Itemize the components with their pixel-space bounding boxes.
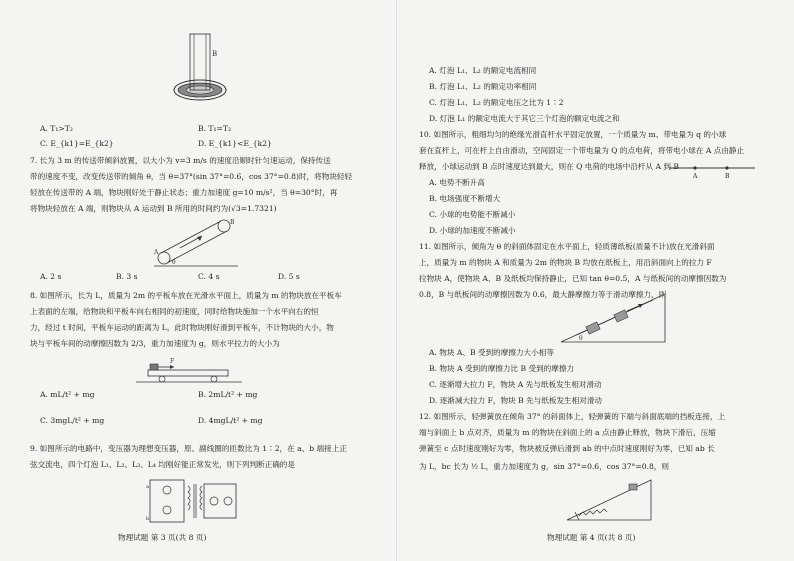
q7-line-2: 带的速度不变，改变传送带的倾角 θ，当 θ=37°(sin 37°=0.6，cos 37°=0.8)时，将物块轻轻 <box>30 172 353 181</box>
rod-figure <box>667 158 757 180</box>
q10-option-b: B. 电场强度不断增大 <box>429 194 501 203</box>
q10-line-3: 释放，小球运动到 B 点时速度达到最大，则在 Q 电荷的电场中沿杆从 A 到 B <box>419 162 679 171</box>
q9-line-1: 9. 如图所示的电路中，变压器为理想变压器，原、副线圈的匝数比为 1∶2，在 a、b 端接上正 <box>30 444 347 453</box>
q9-option-c: C. 灯泡 L₁、L₂ 的额定电压之比为 1∶2 <box>429 98 564 107</box>
q12-line-2: 端与斜面上 b 点对齐，质量为 m 的物块在斜面上的 a 点由静止释放，物块下滑后，压缩 <box>419 428 716 437</box>
q10-line-2: 套在直杆上，可在杆上自由滑动，空间固定一个带电量为 Q 的点电荷，将带电小球在 A 点由静止 <box>419 146 745 155</box>
q7-line-3: 轻放在传送带的 A 端，物块刚好处于静止状态；重力加速度 g=10 m/s²，当 θ=30°时，再 <box>30 188 338 197</box>
svg-text:F: F <box>170 358 175 365</box>
transformer-circuit-figure <box>144 474 244 528</box>
spring-incline-figure <box>563 474 655 524</box>
q11-option-c: C. 逐渐增大拉力 F，物块 A 先与纸板发生相对滑动 <box>429 380 602 389</box>
q9-option-d: D. 灯泡 L₁ 的额定电流大于其它三个灯泡的额定电流之和 <box>429 114 620 123</box>
right-page <box>397 0 794 561</box>
left-page-footer: 物理试题 第 3 页(共 8 页) <box>118 533 207 542</box>
q11-line-2: 上，质量为 m 的物块 A 和质量为 2m 的物块 B 均放在纸板上，用沿斜面向上的拉力 F <box>419 258 712 267</box>
q10-option-d: D. 小球的加速度不断减小 <box>429 226 516 235</box>
q10-label-a: A <box>693 173 698 180</box>
right-page-footer: 物理试题 第 4 页(共 8 页) <box>547 533 636 542</box>
q8-line-3: 力，经过 t 时间，平板车运动的距离为 L，此时物块刚好滑到平板车，不计物块的大小，物 <box>30 323 334 332</box>
q7-option-d: D. 5 s <box>278 272 300 281</box>
q8-option-c: C. 3mgL/t² + mg <box>40 416 105 425</box>
q8-option-d: D. 4mgL/t² + mg <box>198 416 263 425</box>
q8-line-1: 8. 如图所示，长为 L，质量为 2m 的平板车放在光滑水平面上，质量为 m 的物块放在平板车 <box>30 291 342 300</box>
svg-text:b: b <box>146 516 150 522</box>
svg-text:θ: θ <box>579 335 583 342</box>
q11-line-1: 11. 如图所示，倾角为 θ 的斜面体固定在水平面上，轻质薄纸板(质量不计)放在光滑斜面 <box>419 242 715 251</box>
q9-line-2: 弦交流电，四个灯泡 L₁、L₂、L₃、L₄ 均刚好能正常发光，则下列判断正确的是 <box>30 460 295 469</box>
q11-option-d: D. 逐渐减大拉力 F，物块 B 先与纸板发生相对滑动 <box>429 396 603 405</box>
q12-line-4: 为 L，bc 长为 ½ L，重力加速度为 g，sin 37°=0.6，cos 37°=0.8，则 <box>419 462 669 471</box>
svg-text:A: A <box>154 249 159 256</box>
svg-text:B: B <box>230 219 235 226</box>
q10-line-1: 10. 如图所示，粗细均匀的绝缘光滑直杆水平固定放置，一个质量为 m、带电量为 q 的小球 <box>419 130 727 139</box>
q7-option-a: A. 2 s <box>40 272 62 281</box>
q11-option-b: B. 物块 A 受到的摩擦力比 B 受到的摩擦力 <box>429 364 575 373</box>
q10-label-b: B <box>725 173 730 180</box>
q9-option-a: A. 灯泡 L₁、L₂ 的额定电流相同 <box>429 66 537 75</box>
top-option-d: D. E_{k1}<E_{k2} <box>198 139 272 148</box>
svg-text:θ: θ <box>172 259 176 266</box>
svg-text:a: a <box>146 484 149 490</box>
top-option-c: C. E_{k1}=E_{k2} <box>40 139 114 148</box>
q12-line-1: 12. 如图所示，轻弹簧放在倾角 37° 的斜面体上，轻弹簧的下端与斜面底端的挡板连接，上 <box>419 412 726 421</box>
q7-option-c: C. 4 s <box>198 272 220 281</box>
top-option-b: B. T₁=T₂ <box>198 124 231 133</box>
q8-option-b: B. 2mL/t² + mg <box>198 390 258 399</box>
q9-option-b: B. 灯泡 L₁、L₂ 的额定功率相同 <box>429 82 537 91</box>
q8-option-a: A. mL/t² + mg <box>40 390 95 399</box>
coil-figure <box>168 28 232 108</box>
q12-line-3: 弹簧至 c 点时速度刚好为零，物块被反弹后滑到 ab 的中点时速度刚好为零，已知 ab 长 <box>419 444 715 453</box>
q7-line-4: 将物块轻放在 A 端，则物块从 A 运动到 B 所用的时间约为(√3=1.7321) <box>30 204 277 213</box>
q11-line-4: 0.8，B 与纸板间的动摩擦因数为 0.6，最大静摩擦力等于滑动摩擦力，则 <box>419 290 667 299</box>
q10-option-a: A. 电势不断升高 <box>429 178 485 187</box>
cart-figure <box>134 356 244 386</box>
q8-line-2: 上表面的左端，给物块和平板车向右相同的初速度，同时给物块施加一个水平向右的恒 <box>30 307 319 316</box>
q7-line-1: 7. 长为 3 m 的传送带倾斜放置，以大小为 v=3 m/s 的速度沿顺时针匀速运动，保持传送 <box>30 156 331 165</box>
top-option-a: A. T₁>T₂ <box>40 124 73 133</box>
q7-option-b: B. 3 s <box>116 272 138 281</box>
incline-figure <box>557 290 669 346</box>
q10-option-c: C. 小球的电势能不断减小 <box>429 210 516 219</box>
q11-line-3: 拉物块 A，使物块 A、B 及纸板均保持静止，已知 tan θ=0.5，A 与纸板间的动摩擦因数为 <box>419 274 727 283</box>
q11-option-a: A. 物块 A、B 受到的摩擦力大小相等 <box>429 348 554 357</box>
svg-text:B: B <box>212 50 218 58</box>
conveyor-figure <box>150 214 240 270</box>
q8-line-4: 块与平板车间的动摩擦因数为 2/3，重力加速度为 g，则水平拉力的大小为 <box>30 339 280 348</box>
